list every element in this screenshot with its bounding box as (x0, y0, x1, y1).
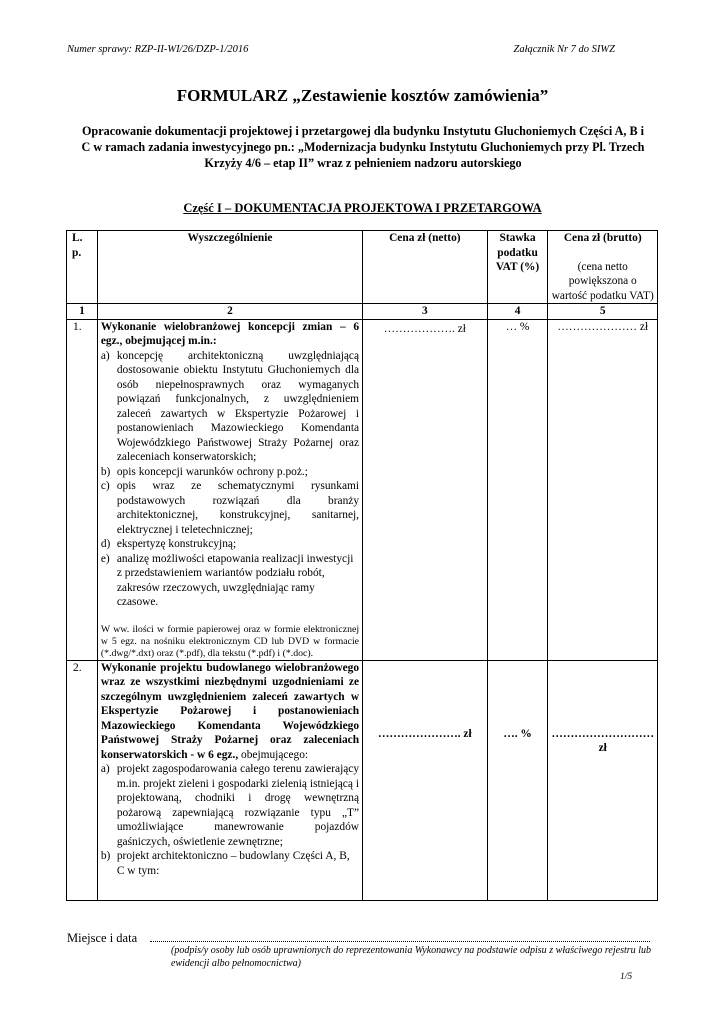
header-gross (548, 231, 658, 304)
row-item-list (101, 762, 359, 878)
column-number: 1 (67, 304, 98, 320)
row-description (97, 660, 362, 900)
list-item: b) projekt architektoniczno – budowlany Części A, B, C w tym: (100, 850, 350, 877)
net-price-field[interactable]: …………………. zł (363, 660, 488, 900)
case-number: Numer sprawy: RZP-II-WI/26/DZP-1/2016 (67, 44, 249, 55)
attachment-label: Załącznik Nr 7 do SIWZ (513, 44, 615, 55)
table-row (67, 319, 658, 660)
net-price-field[interactable]: ………………. zł (363, 319, 488, 660)
list-item: a) koncepcję architektoniczną uwzględniającą dostosowanie obiektu Instytutu Głuchoniemych dla osób niepełnosprawnych oraz wymaganych powiązań funkcjonalnych, z uwzględnieniem zaleceń zawartych w Ekspertyzie Pożarowej i postanowieniach Mazowieckiego Komendanta Wojewódzkiego Państwowej Straży Pożarnej oraz zaleceniach konserwatorskich; (100, 349, 360, 463)
part-title: Część I – DOKUMENTACJA PROJEKTOWA I PRZETARGOWA (183, 201, 542, 215)
column-number: 2 (97, 304, 362, 320)
column-number: 4 (487, 304, 548, 320)
form-title: FORMULARZ „Zestawienie kosztów zamówienia” (176, 86, 549, 105)
page-number: 1/5 (620, 972, 633, 982)
column-number: 3 (363, 304, 488, 320)
header-net: Cena zł (netto) (363, 231, 488, 304)
signature-line[interactable] (150, 941, 650, 942)
row-heading: Wykonanie projektu budowlanego wielobranżowego wraz ze wszystkimi niezbędnymi uzgodnieniami ze szczególnym uwzględnieniem zaleceń zawartych w Ekspertyzie Pożarowej i postanowieniach Mazowieckiego Komendanta Wojewódzkiego Państwowej Straży Pożarnej oraz zaleceniach konserwatorskich - w 6 egz., obejmującego: (100, 661, 360, 761)
list-item: c) opis wraz ze schematycznymi rysunkami podstawowych rozwiązań dla branży architektonicznej, konstrukcyjnej, sanitarnej, elektrycznej i teletechnicznej; (100, 480, 360, 536)
form-subtitle: Opracowanie dokumentacji projektowej i przetargowej dla budynku Instytutu Gluchoniemych Części A, B i C w ramach zadania inwestycyjnego pn.: „Modernizacja budynku Instytutu Gluchoniemych przy Pl. Trzech Krzyży 4/6 – etap II” wraz z pełnieniem nadzoru autorskiego (81, 124, 645, 170)
place-and-date-label: Miejsce i data (67, 931, 138, 945)
cost-table (66, 230, 658, 901)
row-heading: Wykonanie wielobranżowej koncepcji zmian – 6 egz., obejmującej m.in.: (100, 320, 360, 347)
row-number: 2. (67, 660, 98, 900)
table-row (67, 660, 658, 900)
header-gross-note: (cena netto powiększona o wartość podatku VAT) (551, 260, 654, 302)
gross-price-field[interactable]: ………………… zł (548, 319, 658, 660)
column-number: 5 (548, 304, 658, 320)
list-item: a) projekt zagospodarowania całego terenu zawierający m.in. projekt zieleni i gospodarki zielenią istniejącą i projektowaną, chodniki i drogę wewnętrzną pożarową zapewniającą rozwiązanie typu „T” umożliwiające manewrowanie pojazdów gaśniczych, oświetlenie zewnętrzne; (100, 763, 360, 848)
vat-rate-field[interactable]: …. % (487, 660, 548, 900)
column-number-row (67, 304, 658, 320)
header-lp: L. p. (67, 231, 98, 304)
row-number: 1. (67, 319, 98, 660)
gross-price-field[interactable]: ……………………… zł (548, 660, 658, 900)
list-item: b) opis koncepcji warunków ochrony p.poż.; (100, 465, 308, 478)
vat-rate-field[interactable]: … % (487, 319, 548, 660)
header-gross-title: Cena zł (brutto) (563, 232, 642, 244)
table-header-row (67, 231, 658, 304)
format-note: W ww. ilości w formie papierowej oraz w formie elektronicznej w 5 egz. na nośniku elektronicznym CD lub DVD w formacie (*.dwg/*.dxt) oraz (*.pdf), dla tekstu (*.pdf) i (*.doc). (100, 623, 360, 659)
row-description (97, 319, 362, 660)
header-description: Wyszczególnienie (97, 231, 362, 304)
row-item-list (101, 349, 359, 610)
header-vat: Stawka podatku VAT (%) (487, 231, 548, 304)
signature-note: (podpis/y osoby lub osób uprawnionych do reprezentowania Wykonawcy na podstawie odpisu z właściwego rejestru lub ewidencji albo pełnomocnictwa) (171, 945, 651, 969)
list-item: d) ekspertyzę konstrukcyjną; (100, 538, 237, 550)
list-item: e) analizę możliwości etapowania realizacji inwestycji z przedstawieniem wariantów podziału robót, zakresów rzeczowych, uwzględniając ramy czasowe. (100, 552, 354, 608)
